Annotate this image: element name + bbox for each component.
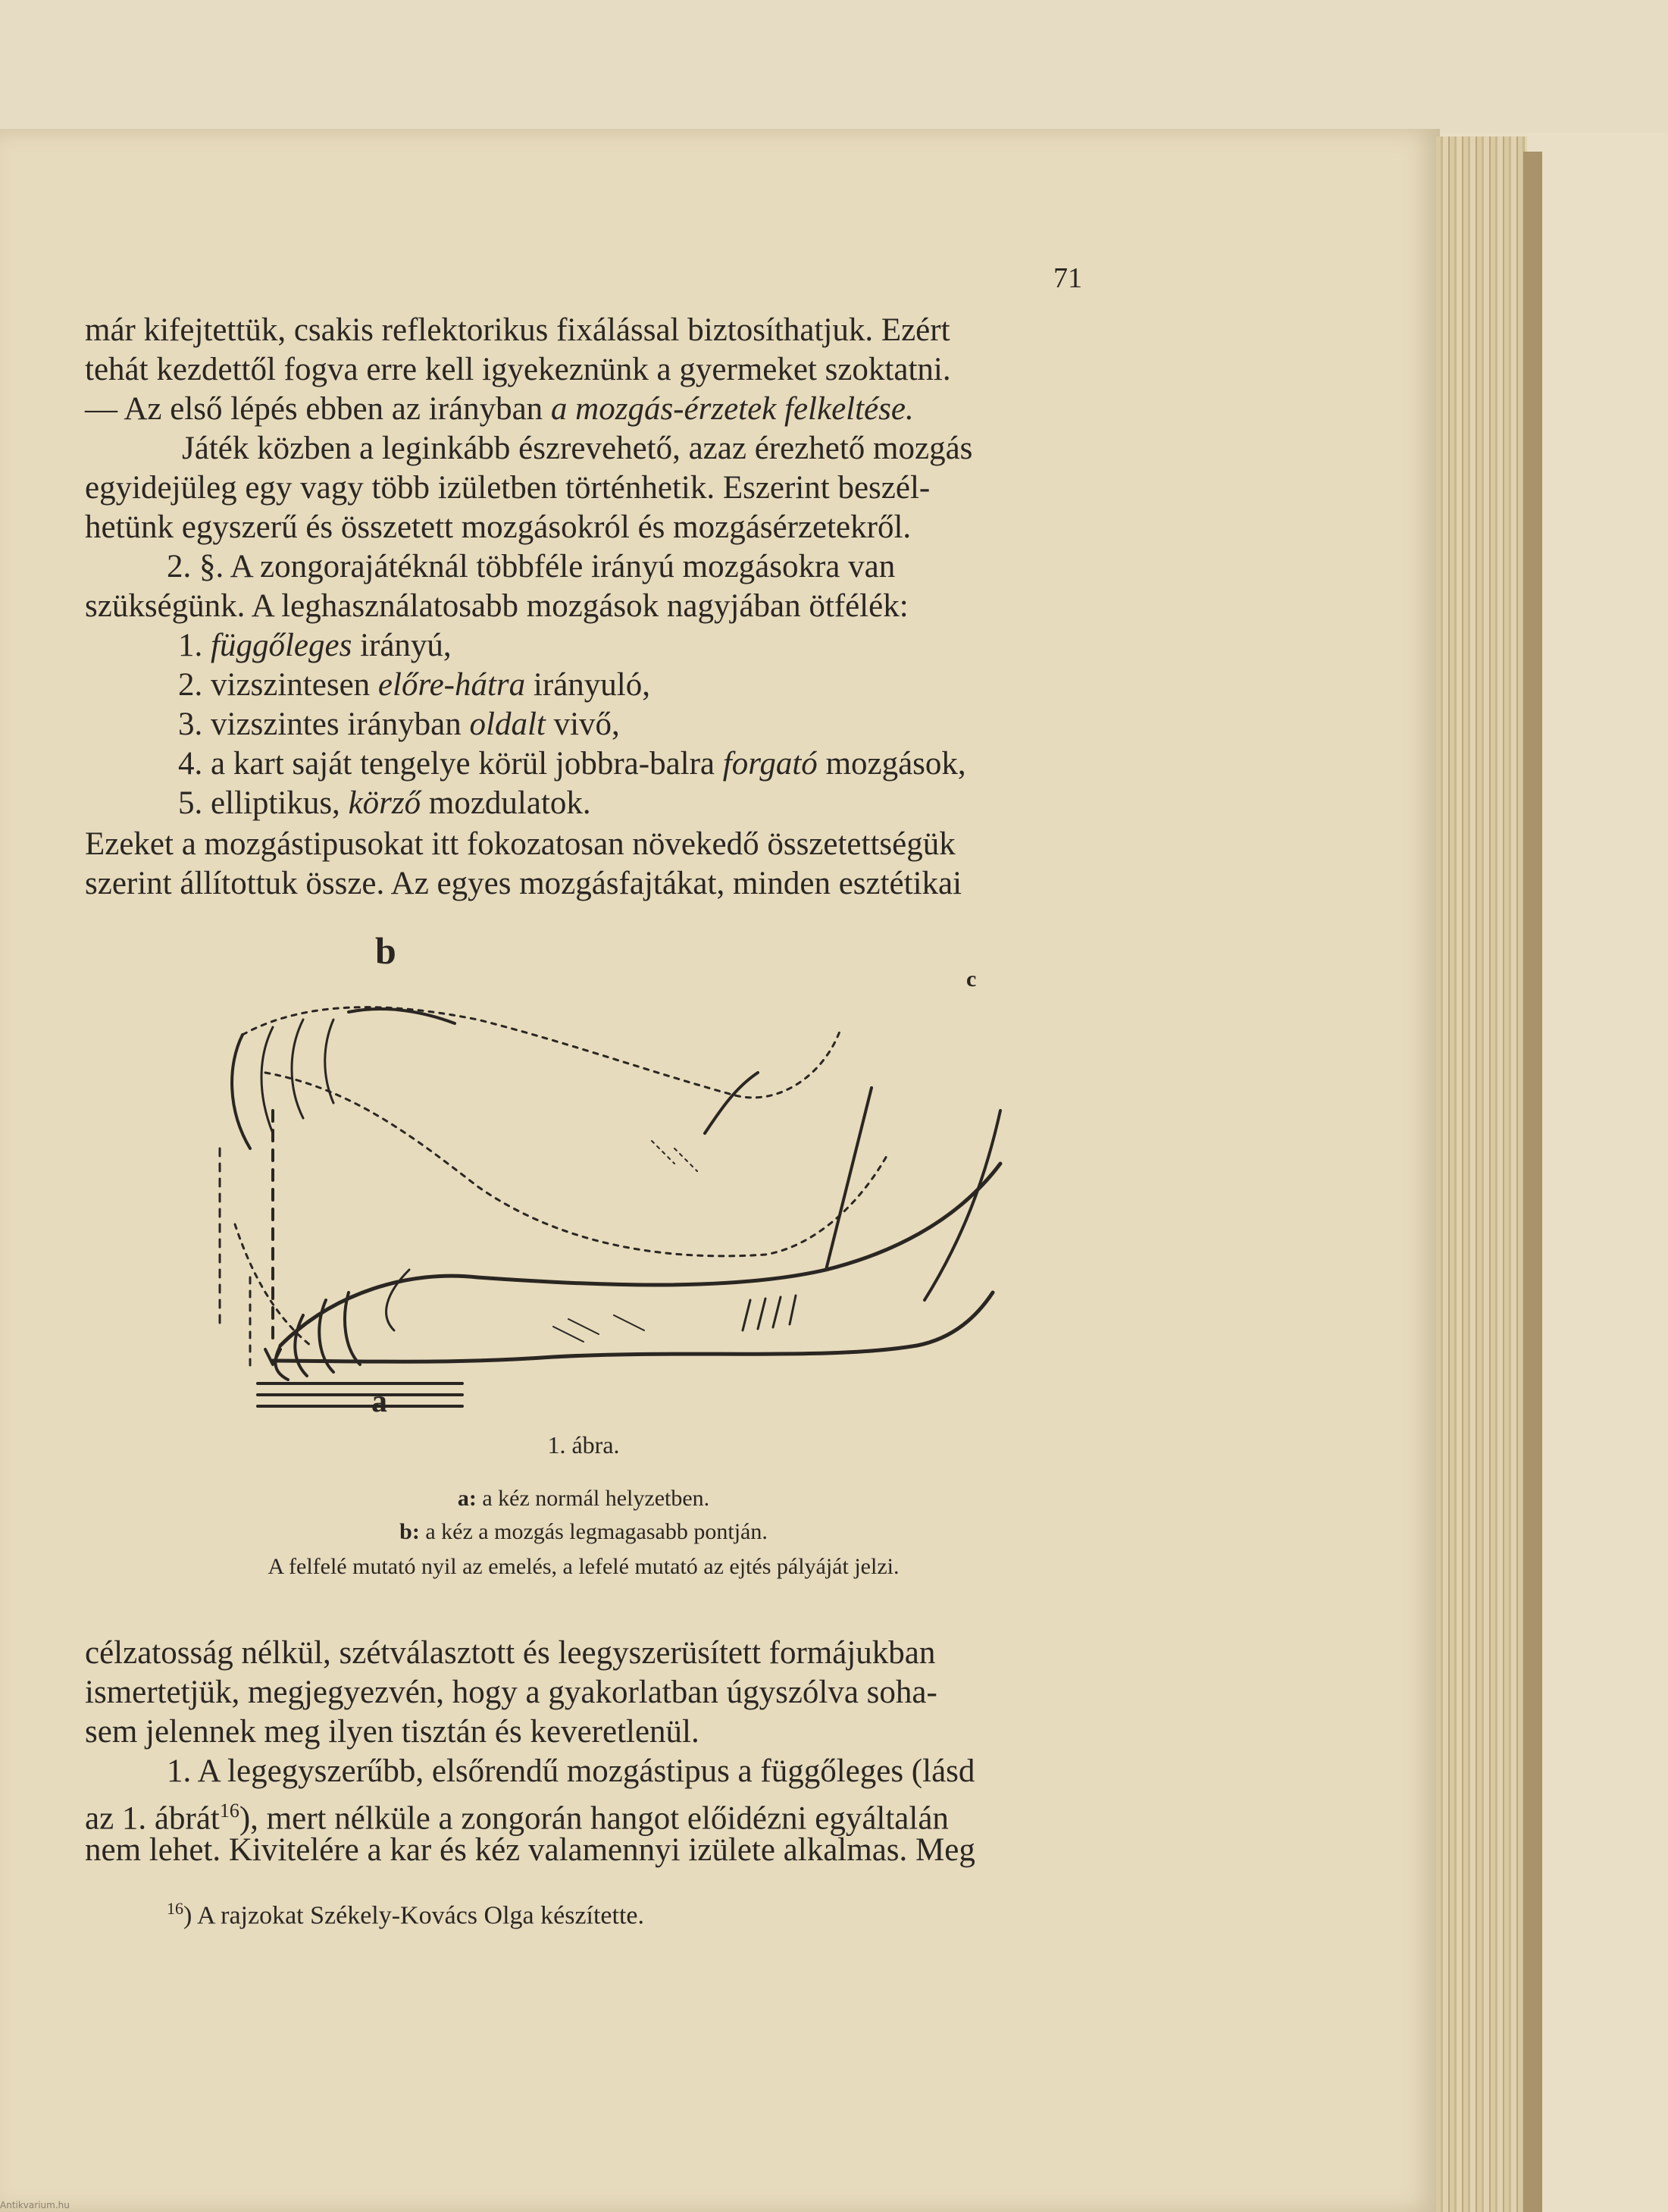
legend-note: A felfelé mutató nyil az emelés, a lefelé mutató az ejtés pályáját jelzi. [268,1554,900,1579]
figure-label-b: b [375,929,396,972]
text-line: már kifejtettük, csakis reflektorikus fixálással biztosíthatjuk. Ezért [85,312,950,348]
arm-drawing [159,936,1031,1421]
text-line: sem jelennek meg ilyen tisztán és keveretlenül. [85,1714,699,1750]
background-top [0,0,1668,133]
list-item: 4. a kart saját tengelye körül jobbra-balra forgató mozgások, [178,746,966,782]
text-line: egyidejüleg egy vagy több izületben történhetik. Eszerint beszél- [85,470,931,506]
text-segment: — Az első lépés ebben az irányban [85,391,543,427]
figure-title: 1. ábra. [547,1431,620,1458]
figure-label-a: a [371,1384,387,1419]
text-line: célzatosság nélkül, szétválasztott és leegyszerüsített formájukban [85,1635,936,1671]
text-line: szerint állítottuk össze. Az egyes mozgásfajtákat, minden esztétikai [85,866,962,901]
text-line: hetünk egyszerű és összetett mozgásokról és mozgásérzetekről. [85,509,912,545]
list-item: 2. vizszintesen előre-hátra irányuló, [178,667,650,703]
section-line: 2. §. A zongorajátéknál többféle irányú mozgásokra van [167,549,896,584]
list-item: 5. elliptikus, körző mozdulatok. [178,785,591,821]
book-spine-shadow [1523,152,1542,2212]
text-line: 1. A legegyszerűbb, elsőrendű mozgástipus a függőleges (lásd [167,1753,975,1789]
arm-illustration [159,929,1031,1421]
footnote-reference: 16 [219,1800,239,1822]
text-line: nem lehet. Kivitelére a kar és kéz valamennyi izülete alkalmas. Meg [85,1832,975,1868]
page-edges [1436,136,1527,2212]
emphasis-text: a mozgás-érzetek felkeltése. [550,391,914,427]
page-number: 71 [1053,262,1082,294]
list-item: 3. vizszintes irányban oldalt vivő, [178,707,620,742]
watermark: Antikvarium.hu [0,2200,70,2210]
text-line: szükségünk. A leghasználatosabb mozgások nagyjában ötfélék: [85,588,909,624]
figure-label-c: c [966,967,977,992]
footnote: $^{16}$) A rajzokat Székely-Kovács Olga készítette. [167,1899,644,1930]
text-line: Játék közben a leginkább észrevehető, azaz érezhető mozgás [182,431,973,466]
text-line [85,390,914,429]
list-item: 1. függőleges irányú, [178,628,452,663]
text-line: Ezeket a mozgástipusokat itt fokozatosan növekedő összetettségük [85,826,956,862]
text-line: tehát kezdettől fogva erre kell igyekeznünk a gyermeket szoktatni. [85,352,951,387]
text-line: az 1. ábrát$^{16}$), mert nélküle a zongorán hangot előidézni egyáltalán [85,1800,949,1837]
legend-a: a: a kéz normál helyzetben. [457,1486,710,1511]
legend-b: b: a kéz a mozgás legmagasabb pontján. [399,1519,768,1544]
text-line: ismertetjük, megjegyezvén, hogy a gyakorlatban úgyszólva soha- [85,1675,937,1710]
